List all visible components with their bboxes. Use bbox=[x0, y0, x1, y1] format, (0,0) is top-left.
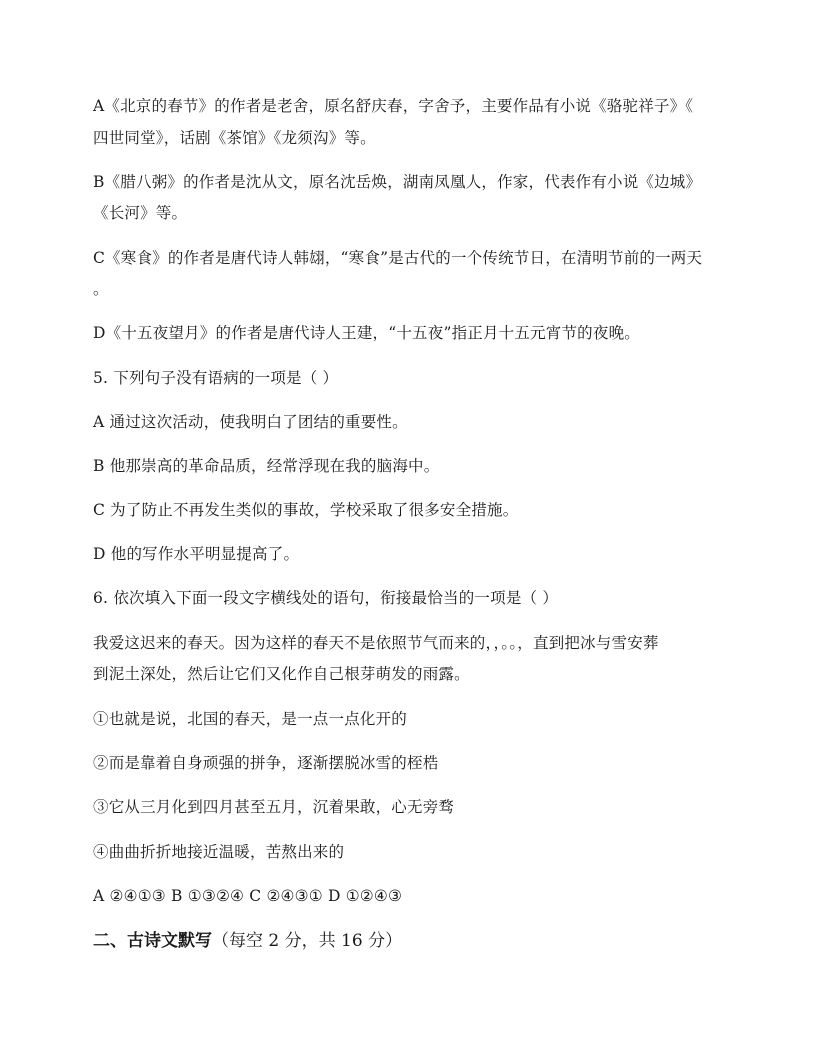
q5-option-a: A 通过这次活动，使我明白了团结的重要性。 bbox=[93, 413, 408, 431]
question-6: 6. 依次填入下面一段文字横线处的语句，衔接最恰当的一项是（ ） bbox=[93, 589, 559, 607]
q6-passage-line-2: 到泥土深处，然后让它们又化作自己根芽萌发的雨露。 bbox=[93, 665, 470, 683]
section-score-note: （每空 2 分，共 16 分） bbox=[212, 931, 403, 951]
option-c-line-1: C《寒食》的作者是唐代诗人韩翃，“寒食”是古代的一个传统节日，在清明节前的一两天 bbox=[93, 249, 703, 267]
q5-option-c: C 为了防止不再发生类似的事故，学校采取了很多安全措施。 bbox=[93, 501, 519, 519]
option-a-line-2: 四世同堂》，话剧《茶馆》《龙须沟》等。 bbox=[93, 129, 376, 147]
q6-sentence-2: ②而是靠着自身顽强的拼争，逐渐摆脱冰雪的桎梏 bbox=[93, 754, 439, 772]
option-b-line-2: 《长河》等。 bbox=[93, 204, 188, 222]
section-title: 二、古诗文默写 bbox=[93, 931, 212, 951]
option-d-line: D《十五夜望月》的作者是唐代诗人王建，“十五夜”指正月十五元宵节的夜晚。 bbox=[93, 324, 640, 342]
question-5: 5. 下列句子没有语病的一项是（ ） bbox=[93, 369, 339, 387]
section-heading bbox=[93, 930, 402, 952]
q6-sentence-1: ①也就是说，北国的春天，是一点一点化开的 bbox=[93, 710, 408, 728]
option-b-line-1: B《腊八粥》的作者是沈从文，原名沈岳焕，湖南凤凰人，作家，代表作有小说《边城》 bbox=[93, 173, 702, 191]
option-a-line-1: A《北京的春节》的作者是老舍，原名舒庆春，字舍予，主要作品有小说《骆驼祥子》《 bbox=[93, 97, 694, 115]
q6-sentence-3: ③它从三月化到四月甚至五月，沉着果敢，心无旁骛 bbox=[93, 798, 455, 816]
q6-passage-line-1: 我爱这迟来的春天。因为这样的春天不是依照节气而来的，，。。，直到把冰与雪安葬 bbox=[93, 634, 659, 652]
q6-sentence-4: ④曲曲折折地接近温暖，苦熬出来的 bbox=[93, 843, 345, 861]
q5-option-b: B 他那崇高的革命品质，经常浮现在我的脑海中。 bbox=[93, 457, 440, 475]
q5-option-d: D 他的写作水平明显提高了。 bbox=[93, 545, 300, 563]
q6-answer-options: A ②④①③ B ①③②④ C ②④③① D ①②④③ bbox=[93, 887, 403, 905]
option-c-line-2: 。 bbox=[93, 280, 109, 298]
